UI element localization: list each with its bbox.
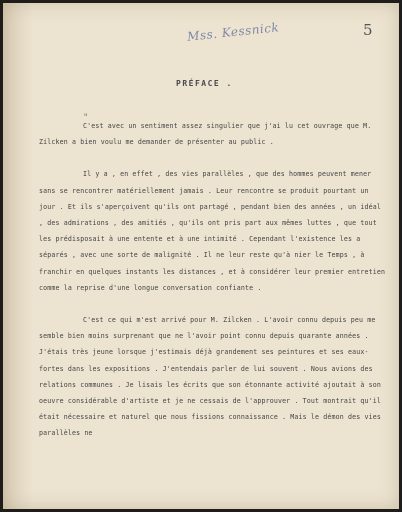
paragraph-2: Il y a , en effet , des vies parallèles , que des hommes peuvent mener sans se rencontrer matériellement jamais . Leur rencontre se produit pourtant un jour . Et ils s'aperçoivent qu'ils ont partagé , pendant bien des années , un idéal , des admirations , des amitiés , qu'ils ont pris part aux mêmes luttes , que tout les prédisposait à une entente et à une intimité . Cependant l'existence les a séparés , avec une sorte de malignité . Il ne leur reste qu'à nier le Temps , à franchir en quelques instants les distances , et à considérer leur premier entretien comme la reprise d'une longue conversation confiante . — [39, 170, 386, 292]
document-page — [3, 3, 399, 509]
page-title: PRÉFACE . — [176, 79, 233, 88]
paragraph-1: C'est avec un sentiment assez singulier que j'ai lu cet ouvrage que M. Zilcken a bien voulu me demander de présenter au public . — [39, 122, 372, 147]
page-number: 5 — [363, 21, 373, 39]
handwritten-annotation: Mss. Kessnick — [186, 20, 280, 44]
margin-mark: " — [83, 113, 89, 123]
paragraph-3: C'est ce qui m'est arrivé pour M. Zilcken . L'avoir connu depuis peu me semble bien moins surprenant que ne l'avoir point connu depuis quarante années . J'étais très jeune lorsque j'estimais déjà grandement ses peintures et ses eaux-fortes dans les expositions . J'entendais parler de lui souvent . Nous avions des relations communes . Je lisais les écrits que son étonnante activité ajoutait à son oeuvre considérable d'artiste et je ne cessais de l'approuver . Tout montrait qu'il était nécessaire et naturel que nous fissions connaissance . Mais le démon des vies parallèles ne — [39, 316, 381, 438]
body-text — [39, 118, 389, 458]
